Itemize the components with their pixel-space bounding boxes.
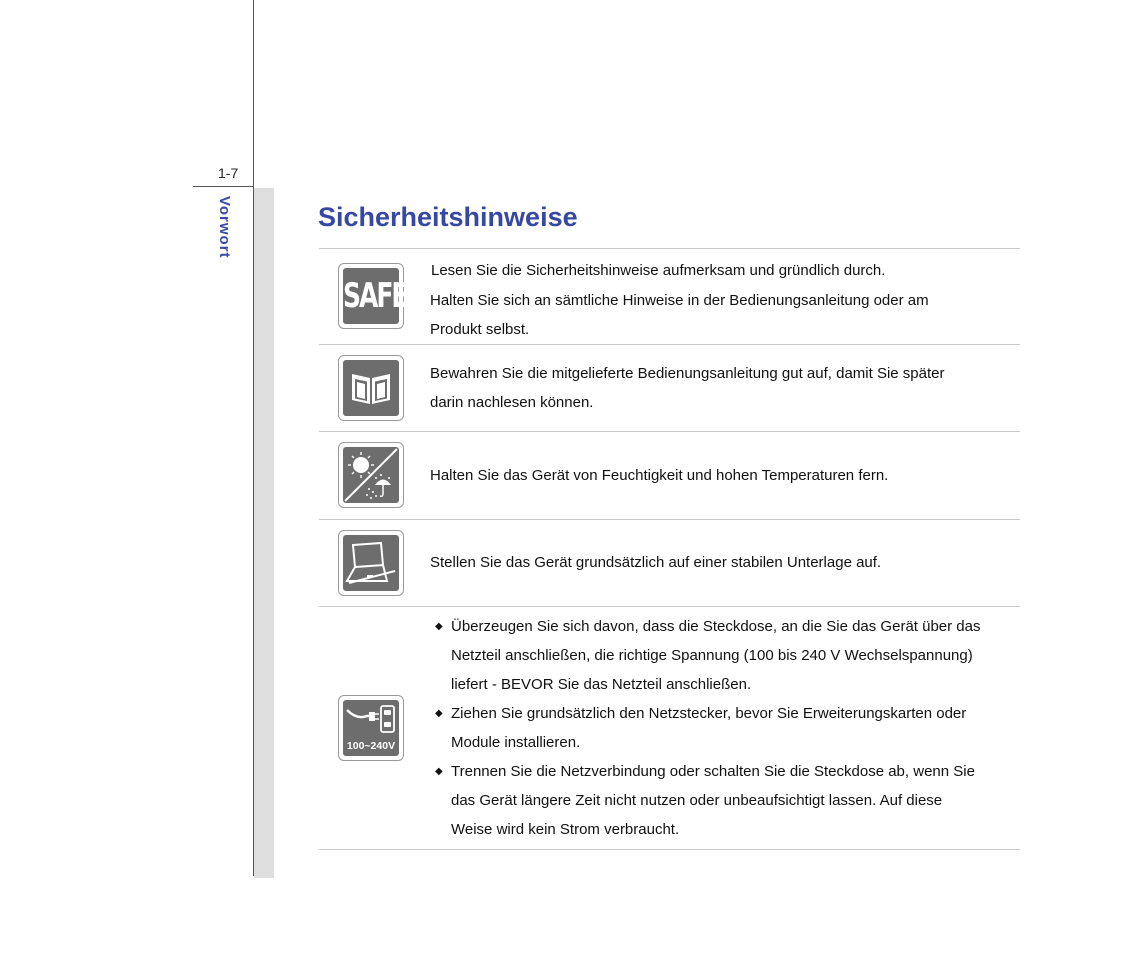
divider <box>319 519 1020 520</box>
bullet-diamond-icon: ◆ <box>435 708 443 719</box>
side-bar <box>254 188 274 878</box>
bullet-text-line: Ziehen Sie grundsätzlich den Netzstecker, bevor Sie Erweiterungskarten oder <box>451 705 967 722</box>
power-outlet-icon <box>338 695 404 761</box>
list-item <box>433 757 1023 844</box>
divider <box>319 344 1020 345</box>
safe-icon-label: SAFE <box>343 275 407 316</box>
bullet-text-line: liefert - BEVOR Sie das Netzteil anschließen. <box>451 676 752 693</box>
safe-icon <box>338 263 407 329</box>
divider <box>319 431 1020 432</box>
bullet-text-line: Trennen Sie die Netzverbindung oder schalten Sie die Steckdose ab, wenn Sie <box>451 763 975 780</box>
divider <box>319 849 1020 850</box>
divider <box>319 606 1020 607</box>
section-label: Vorwort <box>216 196 233 259</box>
bullet-diamond-icon: ◆ <box>435 766 443 777</box>
safe-text-line: Produkt selbst. <box>430 321 530 338</box>
voltage-label: 100~240V <box>346 740 396 752</box>
power-bullet-list <box>433 612 1023 844</box>
page-number: 1-7 <box>218 165 239 181</box>
bullet-text-line: Weise wird kein Strom verbraucht. <box>451 821 680 838</box>
manual-text-line: Bewahren Sie die mitgelieferte Bedienungsanleitung gut auf, damit Sie später <box>430 365 945 382</box>
bullet-text-line: das Gerät längere Zeit nicht nutzen oder unbeaufsichtigt lassen. Auf diese <box>451 792 943 809</box>
page-number-rule <box>193 186 253 187</box>
list-item <box>433 699 1023 757</box>
bullet-diamond-icon: ◆ <box>435 621 443 632</box>
list-item <box>433 612 1023 699</box>
bullet-text-line: Netzteil anschließen, die richtige Spannung (100 bis 240 V Wechselspannung) <box>451 647 973 664</box>
manual-book-icon <box>338 355 404 421</box>
surface-text: Stellen Sie das Gerät grundsätzlich auf einer stabilen Unterlage auf. <box>430 554 882 571</box>
sun-rain-icon <box>338 442 404 508</box>
safe-text-line: Lesen Sie die Sicherheitshinweise aufmerksam und gründlich durch. <box>431 262 886 279</box>
page-title: Sicherheitshinweise <box>318 202 578 232</box>
laptop-on-surface-icon <box>338 530 404 596</box>
bullet-text-line: Module installieren. <box>451 734 581 751</box>
safe-text-line: Halten Sie sich an sämtliche Hinweise in der Bedienungsanleitung oder am <box>430 292 929 309</box>
humidity-text: Halten Sie das Gerät von Feuchtigkeit und hohen Temperaturen fern. <box>430 467 889 484</box>
bullet-text-line: Überzeugen Sie sich davon, dass die Steckdose, an die Sie das Gerät über das <box>451 618 981 635</box>
divider <box>319 248 1020 249</box>
manual-text-line: darin nachlesen können. <box>430 394 594 411</box>
